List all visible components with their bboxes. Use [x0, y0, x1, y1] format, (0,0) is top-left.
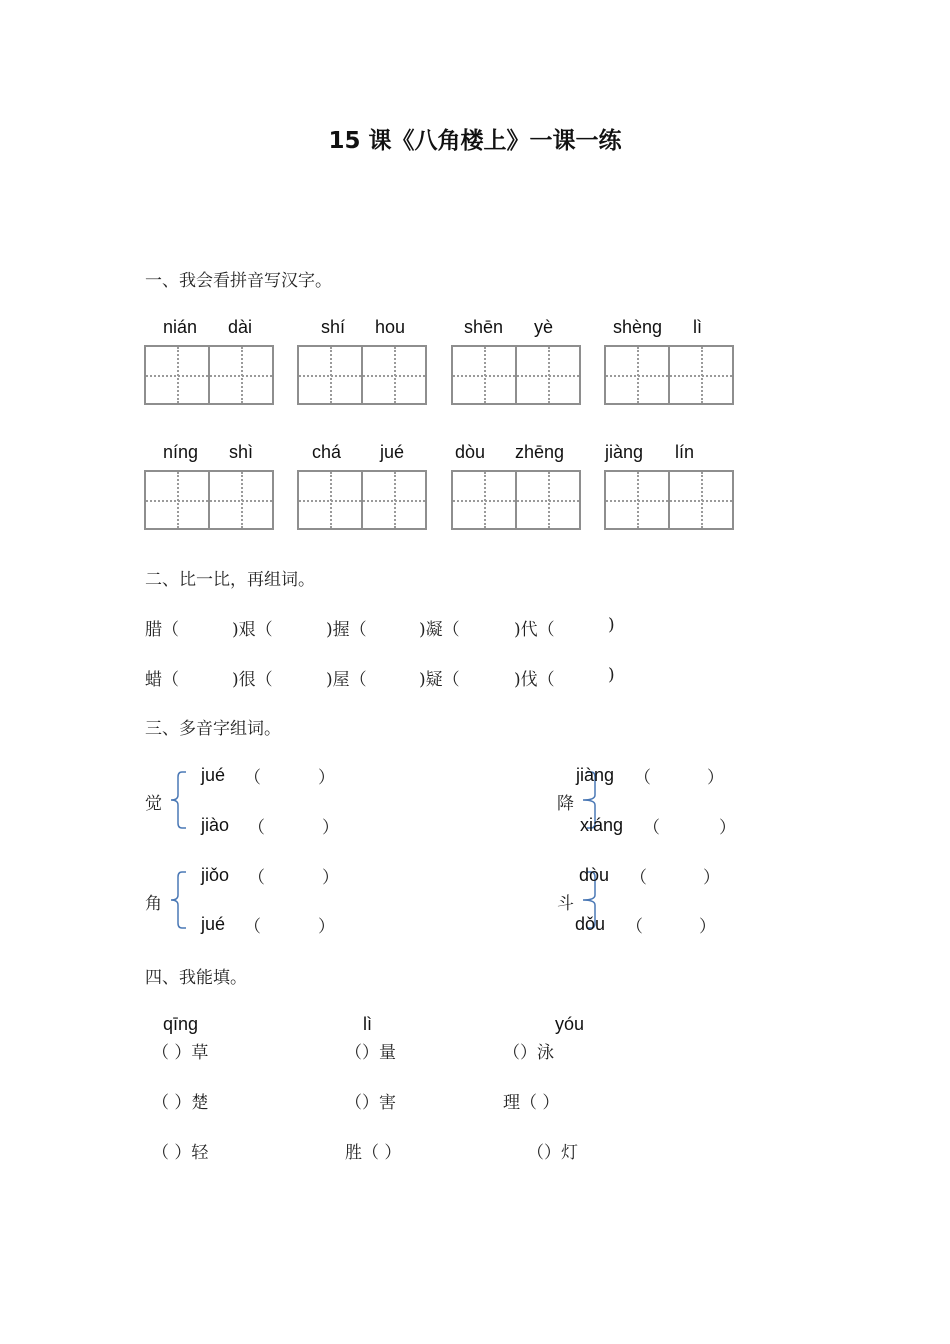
paren-close: ） — [719, 818, 736, 838]
polyphone-pinyin: dòu — [579, 865, 610, 885]
paren-close: ） — [322, 868, 339, 888]
compare-item: )疑（ — [419, 670, 460, 690]
polyphone-pinyin: jiàng — [576, 765, 615, 785]
compare-item: 腊（ — [145, 620, 179, 640]
paren-close: ） — [318, 917, 335, 937]
pinyin-3-2: yè — [534, 317, 554, 337]
page-title: 15 课《八角楼上》一课一练 — [328, 128, 622, 154]
fill-item: （ ）楚 — [152, 1093, 209, 1113]
paren-close: ） — [703, 868, 720, 888]
pinyin-5-2: shì — [229, 442, 254, 462]
section1-heading: 一、我会看拼音写汉字。 — [145, 271, 332, 291]
pinyin-7-1: dòu — [455, 442, 486, 462]
polyphone-char: 觉 — [145, 794, 162, 814]
paren-close: ） — [318, 768, 335, 788]
pinyin-2-1: shí — [321, 317, 346, 337]
writing-grid[interactable] — [604, 470, 734, 530]
fill-item: （）灯 — [527, 1143, 578, 1163]
writing-grid[interactable] — [451, 470, 581, 530]
fill-pinyin: yóu — [555, 1014, 585, 1034]
compare-item: )握（ — [326, 620, 367, 640]
polyphone-pinyin: xiáng — [580, 815, 624, 835]
fill-item: （）量 — [345, 1043, 396, 1063]
polyphone-char: 角 — [145, 894, 162, 914]
paren-open: （ — [630, 868, 647, 888]
compare-item: )伐（ — [514, 670, 555, 690]
pinyin-8-2: lín — [675, 442, 695, 462]
compare-item: )很（ — [232, 670, 273, 690]
paren-close: ） — [699, 917, 716, 937]
paren-close: ） — [322, 818, 339, 838]
compare-item: ) — [608, 665, 615, 685]
pinyin-4-2: lì — [693, 317, 702, 337]
fill-item: （ ）轻 — [152, 1143, 209, 1163]
pinyin-5-1: níng — [163, 442, 199, 462]
paren-open: （ — [244, 768, 261, 788]
writing-grid[interactable] — [144, 470, 274, 530]
pinyin-6-1: chá — [312, 442, 342, 462]
writing-grid[interactable] — [297, 345, 427, 405]
polyphone-pinyin: jué — [201, 765, 226, 785]
writing-grid[interactable] — [451, 345, 581, 405]
paren-open: （ — [248, 868, 265, 888]
section4-heading: 四、我能填。 — [145, 968, 247, 988]
fill-pinyin: qīng — [163, 1014, 199, 1034]
pinyin-4-1: shèng — [613, 317, 663, 337]
fill-item: 理（ ） — [503, 1093, 560, 1113]
section2-heading: 二、比一比，再组词。 — [145, 570, 315, 590]
paren-open: （ — [248, 818, 265, 838]
polyphone-pinyin: jiào — [201, 815, 230, 835]
compare-item: 蜡（ — [145, 670, 179, 690]
polyphone-char: 斗 — [557, 894, 574, 914]
brace-icon — [168, 770, 194, 830]
compare-item: ) — [608, 615, 615, 635]
paren-close: ） — [707, 768, 724, 788]
pinyin-2-2: hou — [375, 317, 406, 337]
pinyin-6-2: jué — [380, 442, 405, 462]
writing-grid[interactable] — [604, 345, 734, 405]
fill-item: （）泳 — [503, 1043, 554, 1063]
pinyin-8-1: jiàng — [605, 442, 644, 462]
fill-item: （）害 — [345, 1093, 396, 1113]
fill-item: （ ）草 — [152, 1043, 209, 1063]
pinyin-7-2: zhēng — [515, 442, 565, 462]
brace-icon — [168, 870, 194, 930]
section3-heading: 三、多音字组词。 — [145, 719, 281, 739]
compare-item: )艰（ — [232, 620, 273, 640]
pinyin-1-2: dài — [228, 317, 253, 337]
writing-grid[interactable] — [144, 345, 274, 405]
polyphone-pinyin: jiǒo — [201, 865, 230, 885]
polyphone-pinyin: dǒu — [575, 914, 606, 934]
compare-item: )屋（ — [326, 670, 367, 690]
pinyin-1-1: nián — [163, 317, 198, 337]
polyphone-char: 降 — [557, 794, 574, 814]
compare-item: )代（ — [514, 620, 555, 640]
paren-open: （ — [244, 917, 261, 937]
paren-open: （ — [643, 818, 660, 838]
writing-grid[interactable] — [297, 470, 427, 530]
compare-item: )凝（ — [419, 620, 460, 640]
pinyin-3-1: shēn — [464, 317, 504, 337]
fill-pinyin: lì — [363, 1014, 372, 1034]
paren-open: （ — [626, 917, 643, 937]
polyphone-pinyin: jué — [201, 914, 226, 934]
paren-open: （ — [634, 768, 651, 788]
fill-item: 胜（ ） — [345, 1143, 402, 1163]
